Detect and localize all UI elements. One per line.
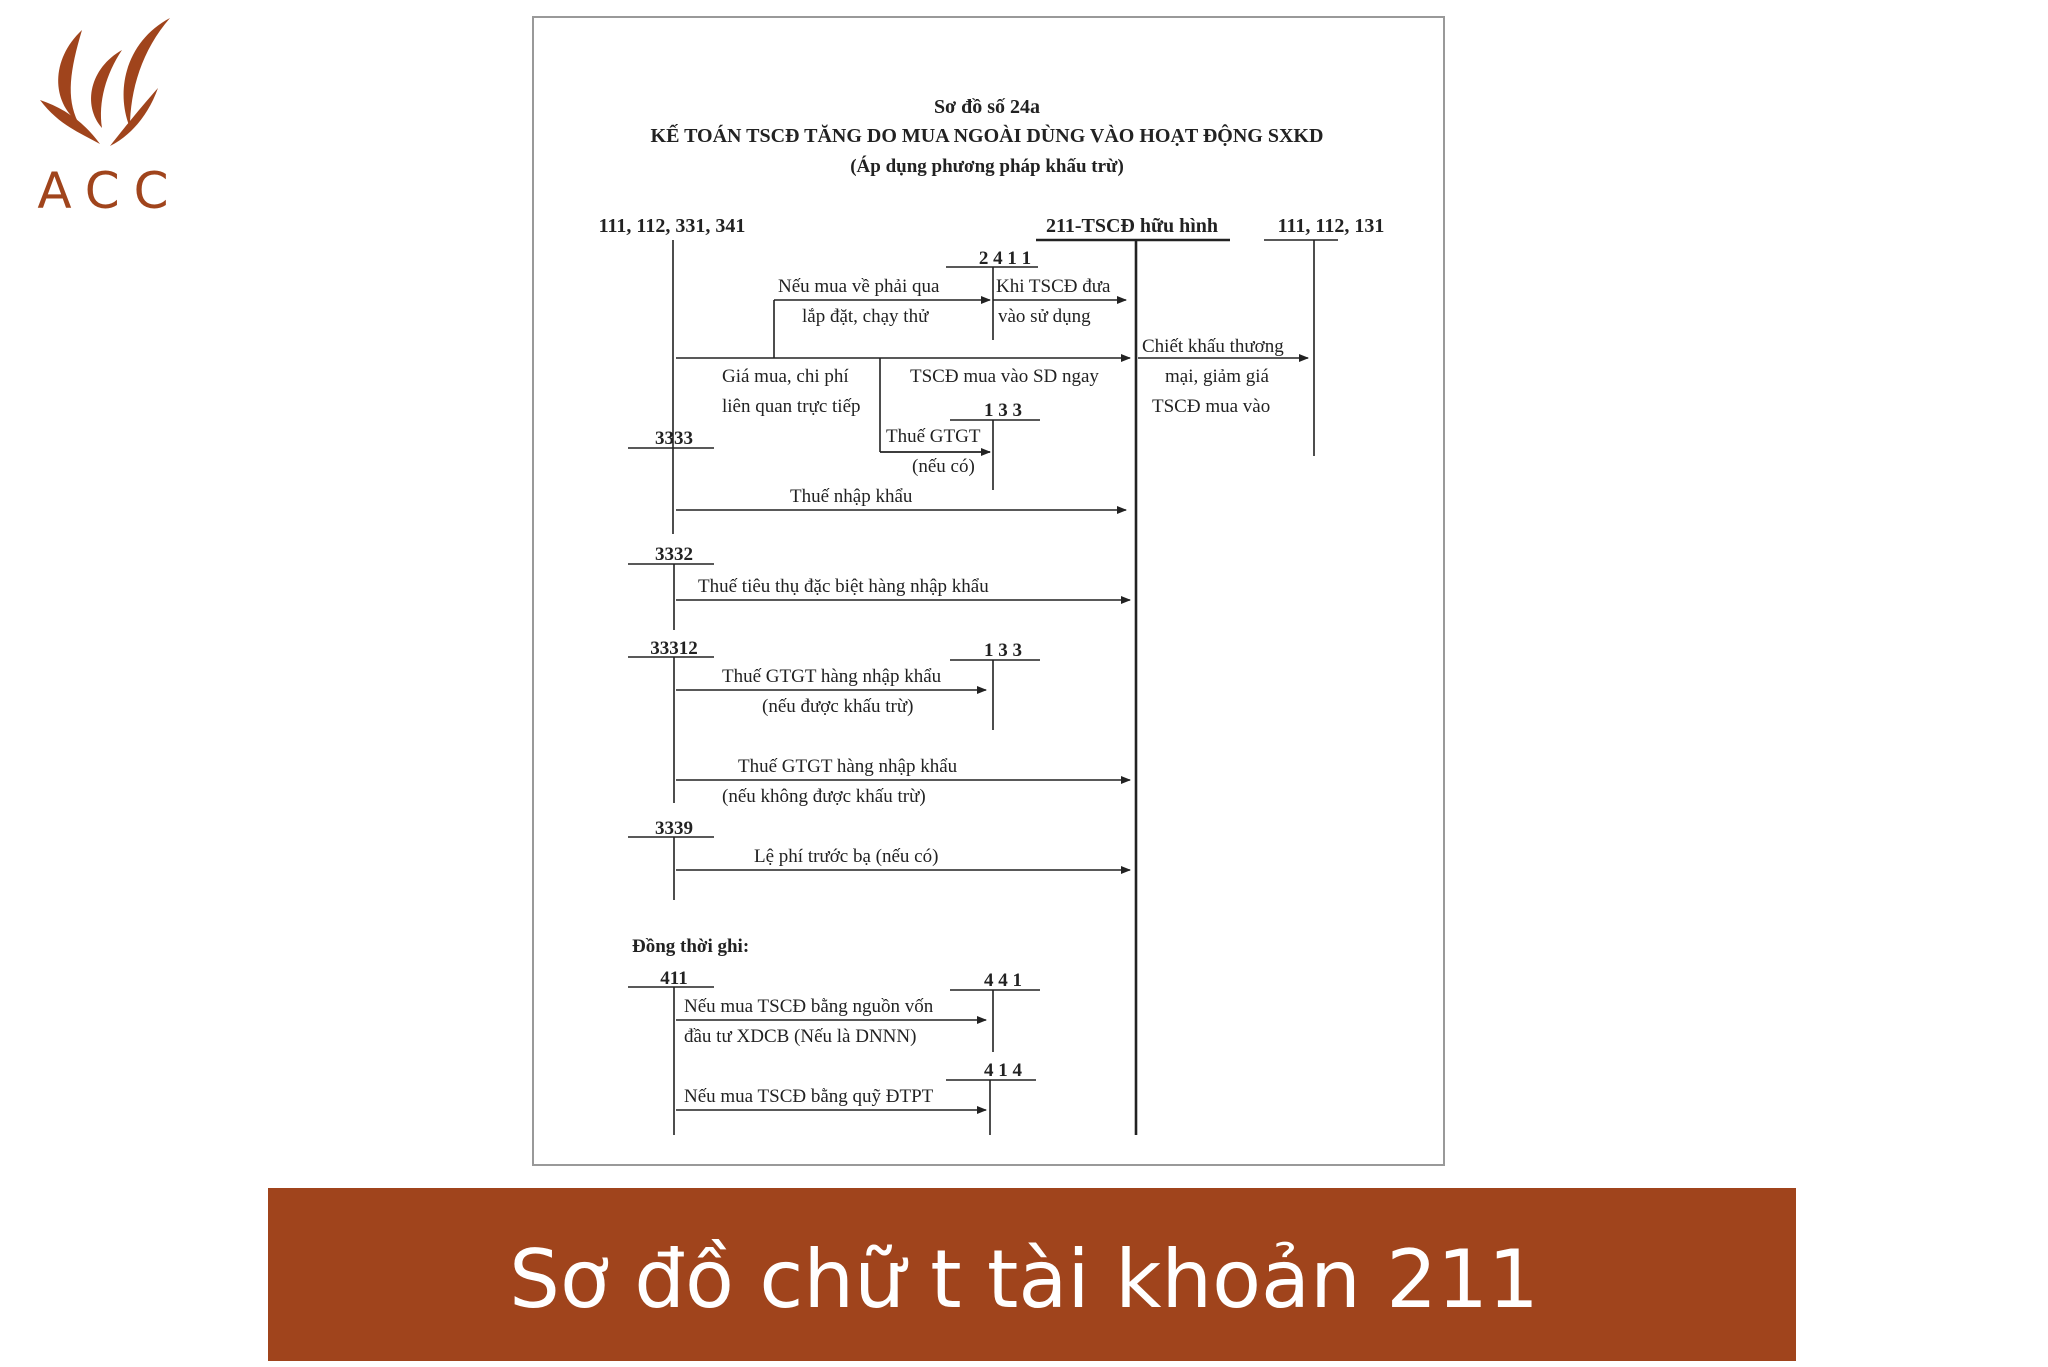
label-install-2: lắp đặt, chạy thử: [802, 306, 929, 327]
label-in-use-1: Khi TSCĐ đưa: [996, 276, 1111, 297]
label-in-use-2: vào sử dụng: [998, 306, 1091, 327]
account-111-112-331-341: 111, 112, 331, 341: [598, 215, 746, 237]
label-use-now: TSCĐ mua vào SD ngay: [910, 366, 1099, 387]
label-vat-1: Thuế GTGT: [886, 426, 981, 447]
label-import-vat-2: (nếu được khấu trừ): [762, 696, 914, 717]
label-capital-1: Nếu mua TSCĐ bằng nguồn vốn: [684, 996, 934, 1017]
account-3333: 3333: [655, 428, 693, 449]
label-import-vat-nd-2: (nếu không được khấu trừ): [722, 786, 926, 807]
logo-text: ACC: [37, 162, 183, 220]
label-price-2: liên quan trực tiếp: [722, 396, 861, 417]
caption-text: Sơ đồ chữ t tài khoản 211: [509, 1233, 1539, 1326]
account-3339: 3339: [655, 818, 693, 839]
account-441: 4 4 1: [984, 970, 1022, 991]
label-import-tax: Thuế nhập khẩu: [790, 486, 913, 507]
label-vat-2: (nếu có): [912, 456, 975, 477]
diagram-subtitle: KẾ TOÁN TSCĐ TĂNG DO MUA NGOÀI DÙNG VÀO HOẠT ĐỘNG SXKD: [650, 125, 1324, 147]
label-discount-1: Chiết khấu thương: [1142, 336, 1284, 357]
account-111-112-131: 111, 112, 131: [1277, 215, 1385, 237]
label-discount-3: TSCĐ mua vào: [1152, 396, 1271, 417]
account-211: 211-TSCĐ hữu hình: [1045, 215, 1219, 237]
account-133-top: 1 3 3: [984, 400, 1022, 421]
diagram-title: Sơ đồ số 24a: [933, 96, 1041, 118]
account-414: 4 1 4: [984, 1060, 1022, 1081]
account-3332: 3332: [655, 544, 693, 565]
label-install-1: Nếu mua về phải qua: [778, 276, 940, 297]
label-capital-2: đầu tư XDCB (Nếu là DNNN): [684, 1026, 917, 1047]
label-discount-2: mại, giảm giá: [1165, 366, 1269, 387]
diagram-method: (Áp dụng phương pháp khấu trừ): [850, 156, 1124, 177]
label-reg-fee: Lệ phí trước bạ (nếu có): [754, 846, 939, 867]
label-simultaneous: Đồng thời ghi:: [632, 936, 750, 957]
account-33312: 33312: [650, 638, 698, 659]
label-price-1: Giá mua, chi phí: [722, 366, 849, 387]
account-133-mid: 1 3 3: [984, 640, 1022, 661]
label-import-vat-nd-1: Thuế GTGT hàng nhập khẩu: [738, 756, 958, 777]
label-excise-tax: Thuế tiêu thụ đặc biệt hàng nhập khẩu: [698, 576, 989, 597]
account-2411: 2 4 1 1: [978, 248, 1032, 269]
label-fund: Nếu mua TSCĐ bằng quỹ ĐTPT: [684, 1086, 934, 1107]
account-411: 411: [660, 968, 688, 989]
label-import-vat-1: Thuế GTGT hàng nhập khẩu: [722, 666, 942, 687]
